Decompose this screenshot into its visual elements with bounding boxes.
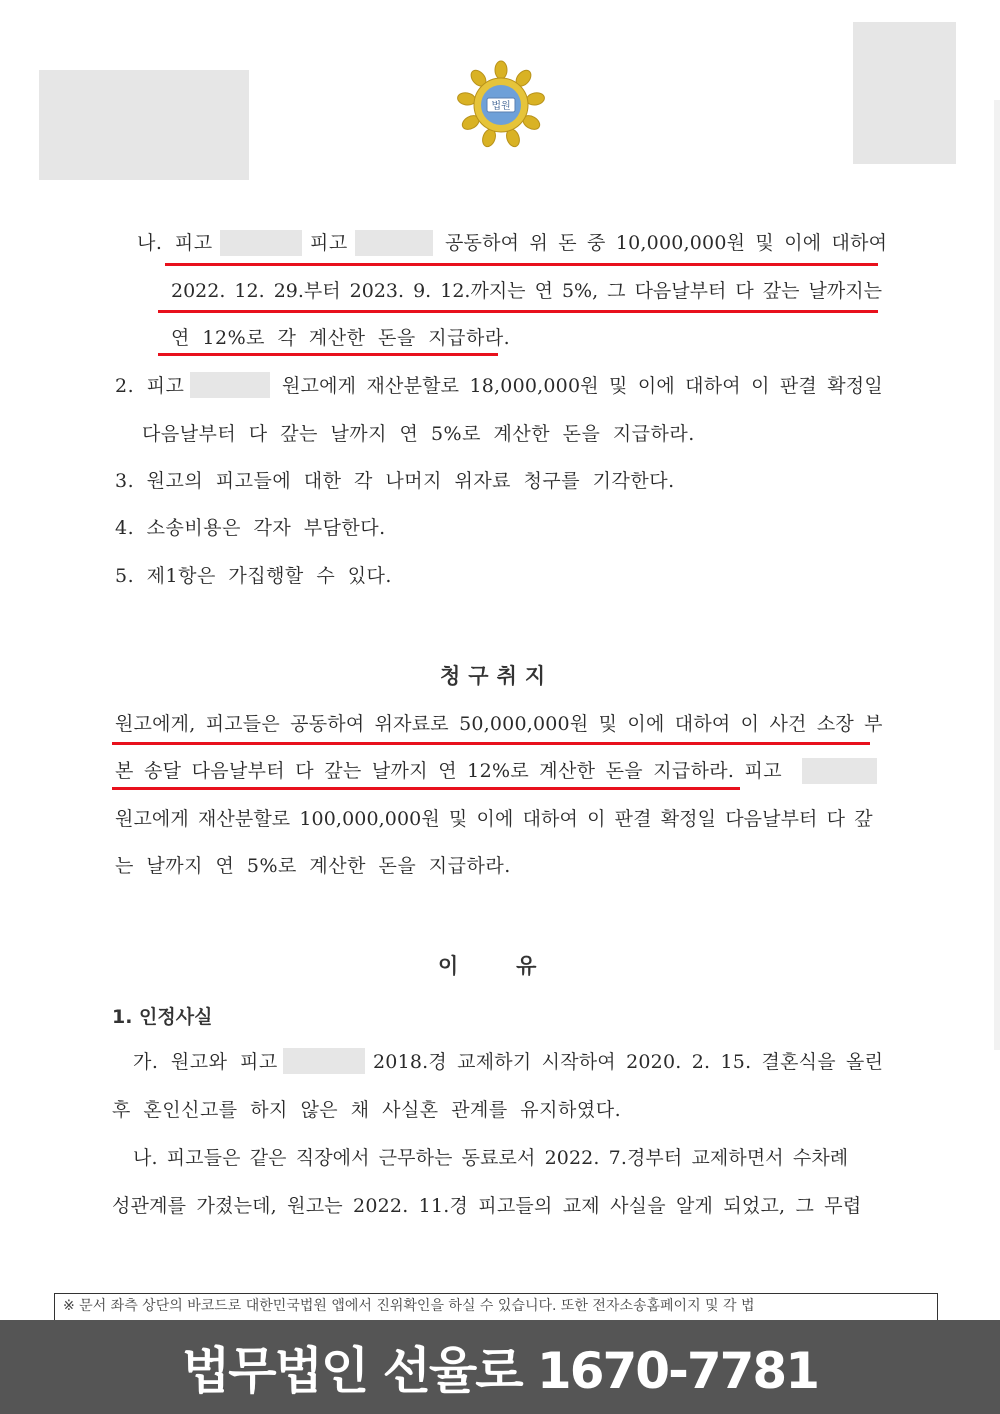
facts-ga-line-2: 후 혼인신고를 하지 않은 채 사실혼 관계를 유지하였다. <box>112 1099 622 1121</box>
facts-na-line-1: 나. 피고들은 같은 직장에서 근무하는 동료로서 2022. 7.경부터 교제하면서 수차례 <box>133 1147 849 1169</box>
svg-text:법원: 법원 <box>491 101 511 112</box>
redacted-name <box>190 372 270 398</box>
item-2-line-2: 다음날부터 다 갚는 날까지 연 5%로 계산한 돈을 지급하라. <box>142 423 695 445</box>
court-emblem-icon <box>454 60 548 150</box>
red-underline <box>165 263 878 266</box>
redacted-name <box>802 758 877 784</box>
redacted-barcode-area <box>39 70 249 180</box>
item-2-label: 2. 피고 <box>115 375 185 397</box>
claim-line-4: 는 날까지 연 5%로 계산한 돈을 지급하라. <box>115 855 511 877</box>
claim-line-1: 원고에게, 피고들은 공동하여 위자료로 50,000,000원 및 이에 대하여 이 사건 소장 부 <box>115 713 883 735</box>
red-underline <box>158 353 498 356</box>
facts-ga-line-1: 가. 원고와 피고 <box>133 1051 278 1073</box>
item-2-line-1-rest: 원고에게 재산분할로 18,000,000원 및 이에 대하여 이 판결 확정일 <box>282 375 883 397</box>
reason-heading: 이 유 <box>438 954 539 978</box>
verification-notice: ※ 문서 좌측 상단의 바코드로 대한민국법원 앱에서 진위확인을 하실 수 있습니다. 또한 전자소송홈페이지 및 각 법 <box>54 1293 938 1333</box>
page-edge-shadow <box>994 100 1000 1050</box>
item-na-defendant-2: 피고 <box>310 232 348 254</box>
red-underline <box>112 787 740 790</box>
facts-na-line-2: 성관계를 가졌는데, 원고는 2022. 11.경 피고들의 교제 사실을 알게 되었고, 그 무렵 <box>112 1195 862 1217</box>
claim-line-2: 본 송달 다음날부터 다 갚는 날까지 연 12%로 계산한 돈을 지급하라. 피고 <box>115 760 782 782</box>
banner-text: 법무법인 선율로 1670-7781 <box>182 1342 818 1400</box>
claim-line-3: 원고에게 재산분할로 100,000,000원 및 이에 대하여 이 판결 확정일 다음날부터 다 갚 <box>115 808 873 830</box>
redacted-corner-area <box>853 22 956 164</box>
item-na-line-1-rest: 공동하여 위 돈 중 10,000,000원 및 이에 대하여 <box>445 232 888 254</box>
item-na-line-1 <box>137 230 213 256</box>
item-3: 3. 원고의 피고들에 대한 각 나머지 위자료 청구를 기각한다. <box>115 470 675 492</box>
redacted-name <box>220 230 302 256</box>
item-na-label: 나. 피고 <box>137 232 213 254</box>
item-na-line-3: 연 12%로 각 계산한 돈을 지급하라. <box>171 327 511 349</box>
item-na-line-2: 2022. 12. 29.부터 2023. 9. 12.까지는 연 5%, 그 다음날부터 다 갚는 날까지는 <box>171 280 882 302</box>
facts-ga-line-1-rest: 2018.경 교제하기 시작하여 2020. 2. 15. 결혼식을 올린 <box>373 1051 884 1073</box>
item-5: 5. 제1항은 가집행할 수 있다. <box>115 565 392 587</box>
facts-title: 1. 인정사실 <box>112 1006 213 1028</box>
redacted-name <box>355 230 433 256</box>
red-underline <box>112 742 870 745</box>
item-4: 4. 소송비용은 각자 부담한다. <box>115 517 386 539</box>
red-underline <box>158 310 878 313</box>
redacted-name <box>283 1048 365 1074</box>
law-firm-banner <box>0 1320 1000 1414</box>
claim-heading: 청구취지 <box>440 664 554 688</box>
